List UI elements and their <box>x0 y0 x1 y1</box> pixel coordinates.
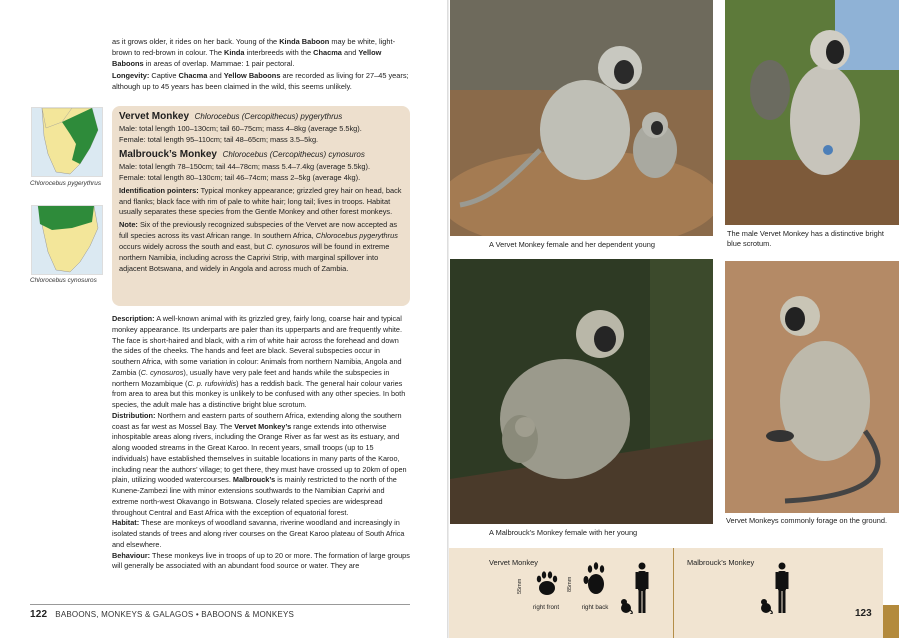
running-head: BABOONS, MONKEYS & GALAGOS • BABOONS & MONKEYS <box>55 610 295 619</box>
taxonomy-note: Note: Six of the previously recognized subspecies of the Vervet are now accepted as full species across its vast African range. In southern Africa, Chlorocebus pygerythrus occurs widely across the south and east, but C. cynosuros will be found in extreme northern Namibia, including across the Caprivi Strip, with marginal spillover into adjacent Botswana, and widely in Angola and across much of Zambia. <box>119 220 398 273</box>
footer-divider <box>30 604 410 605</box>
monkey-silhouette-icon <box>759 598 773 614</box>
front-label: right front <box>532 604 560 611</box>
chapter-tab <box>883 605 899 638</box>
monkey-silhouette-icon <box>619 598 633 614</box>
right-page <box>449 0 899 638</box>
main-body-text: Description: A well-known animal with its grizzled grey, fairly long, coarse hair and typical monkey appearance. Its underparts are paler than its upperparts and are frequently white. The face is short-haired and black, with a rim of white hair across the forehead and down the sides of the cheeks. The hands and feet are black. Several subspecies occur in southern Africa, with some variation in colour: Animals from northern Namibia, Angola and Zambia (C. cynosuros), usually have very pale feet and hands while the subspecies in northern Mozambique (C. p. rufoviridis) has a reddish back. The general hair colour varies from area to area but this monkey is unlikely to be confused with any other species. In both species, the adult male has a distinctive bright blue scrotum. Distribution: Northern and eastern parts of southern Africa, extending along the southern coast as far west as Mossel Bay. The Vervet Monkey’s range extends into otherwise inhospitable areas along rivers, including the Orange River as far west as its estuary, and along wooded streams in the Great Karoo. In recent years, small troops (up to 15 individuals) have established themselves in suitable locations in many parts of the Karoo, including near the authors’ village; to get there, they must have crossed up to 20km of open plain, utilizing wooded watercourses. Malbrouck’s is mainly restricted to the north of the Kunene-Zambezi line with minor extensions southwards to the Namibian Caprivi and extreme north-west Okavango in Botswana. Closely related species are widespread throughout Central and East Africa with the exception of equatorial forest. Habitat: These are monkeys of woodland savanna, riverine woodland and increasingly in isolated stands of trees and along river courses on the Great Karoo plateau of South Africa and elsewhere. Behaviour: These monkeys live in troops of up to 20 or more. The formation of large groups will generally be associated with an abundant food source or water. They are <box>112 314 410 571</box>
photo-vervet-female-young <box>450 0 713 236</box>
scale-comparison-panel <box>449 548 883 638</box>
back-footprint-icon <box>582 562 608 598</box>
scale-title-malbrouck: Malbrouck’s Monkey <box>687 558 755 567</box>
page-number-right: 123 <box>855 608 872 619</box>
front-track-size: 55mm <box>517 578 523 594</box>
human-silhouette-icon <box>635 562 649 614</box>
distribution-map-vervet <box>31 107 103 177</box>
malbrouck-female-measurements: Female: total length 80–130cm; tail 46–74cm; mass 2–5kg (average 4kg). <box>119 172 361 182</box>
species-info-box <box>112 106 410 306</box>
species-heading-malbrouck: Malbrouck’s Monkey Chlorocebus (Cercopithecus) cynosuros <box>119 148 365 160</box>
malbrouck-male-measurements: Male: total length 78–150cm; tail 44–78cm; mass 5.4–7.4kg (average 5.5kg). <box>119 161 371 171</box>
caption-photo2: The male Vervet Monkey has a distinctive bright blue scrotum. <box>727 229 884 248</box>
front-footprint-icon <box>535 570 559 598</box>
vervet-female-measurements: Female: total length 95–110cm; tail 48–65cm; mass 3.5–5kg. <box>119 134 319 144</box>
intro-text: as it grows older, it rides on her back. Young of the Kinda Baboon may be white, light-brown to red-brown in colour. The Kinda interbreeds with the Chacma and Yellow Baboons in areas of overlap. Mammae: 1 pair pectoral. Longevity: Captive Chacma and Yellow Baboons are recorded as living for 27–45 years; although up to 45 years has been claimed in the wild, this seems unlikely. <box>112 37 409 91</box>
left-page <box>0 0 449 638</box>
scale-panel-divider <box>673 548 674 638</box>
human-silhouette-icon <box>775 562 789 614</box>
map-caption-vervet: Chlorocebus pygerythrus <box>30 180 102 187</box>
vervet-male-measurements: Male: total length 100–130cm; tail 60–75cm; mass 4–8kg (average 5.5kg). <box>119 124 362 133</box>
distribution-map-malbrouck <box>31 205 103 275</box>
photo-vervets-foraging <box>725 261 899 513</box>
scale-title-vervet: Vervet Monkey <box>489 558 538 567</box>
caption-photo1: A Vervet Monkey female and her dependent young <box>489 240 655 249</box>
caption-photo3: A Malbrouck’s Monkey female with her young <box>489 528 638 537</box>
species-heading-vervet: Vervet Monkey Chlorocebus (Cercopithecus) pygerythrus <box>119 111 343 122</box>
back-label: right back <box>581 604 609 611</box>
back-track-size: 85mm <box>567 576 573 592</box>
left-footer <box>30 609 294 620</box>
photo-male-vervet <box>725 0 899 225</box>
photo-malbrouck-female-young <box>450 259 713 524</box>
identification-pointers: Identification pointers: Typical monkey appearance; grizzled grey hair on head, back and flanks; black face with rim of pale to white hair; long tail; lives in troops. Habitat usually separates these species from the Gentle Monkey and other forest monkeys. <box>119 185 402 217</box>
caption-photo4: Vervet Monkeys commonly forage on the ground. <box>726 516 888 525</box>
map-caption-malbrouck: Chlorocebus cynosuros <box>30 277 97 284</box>
page-number-left: 122 <box>30 609 48 620</box>
